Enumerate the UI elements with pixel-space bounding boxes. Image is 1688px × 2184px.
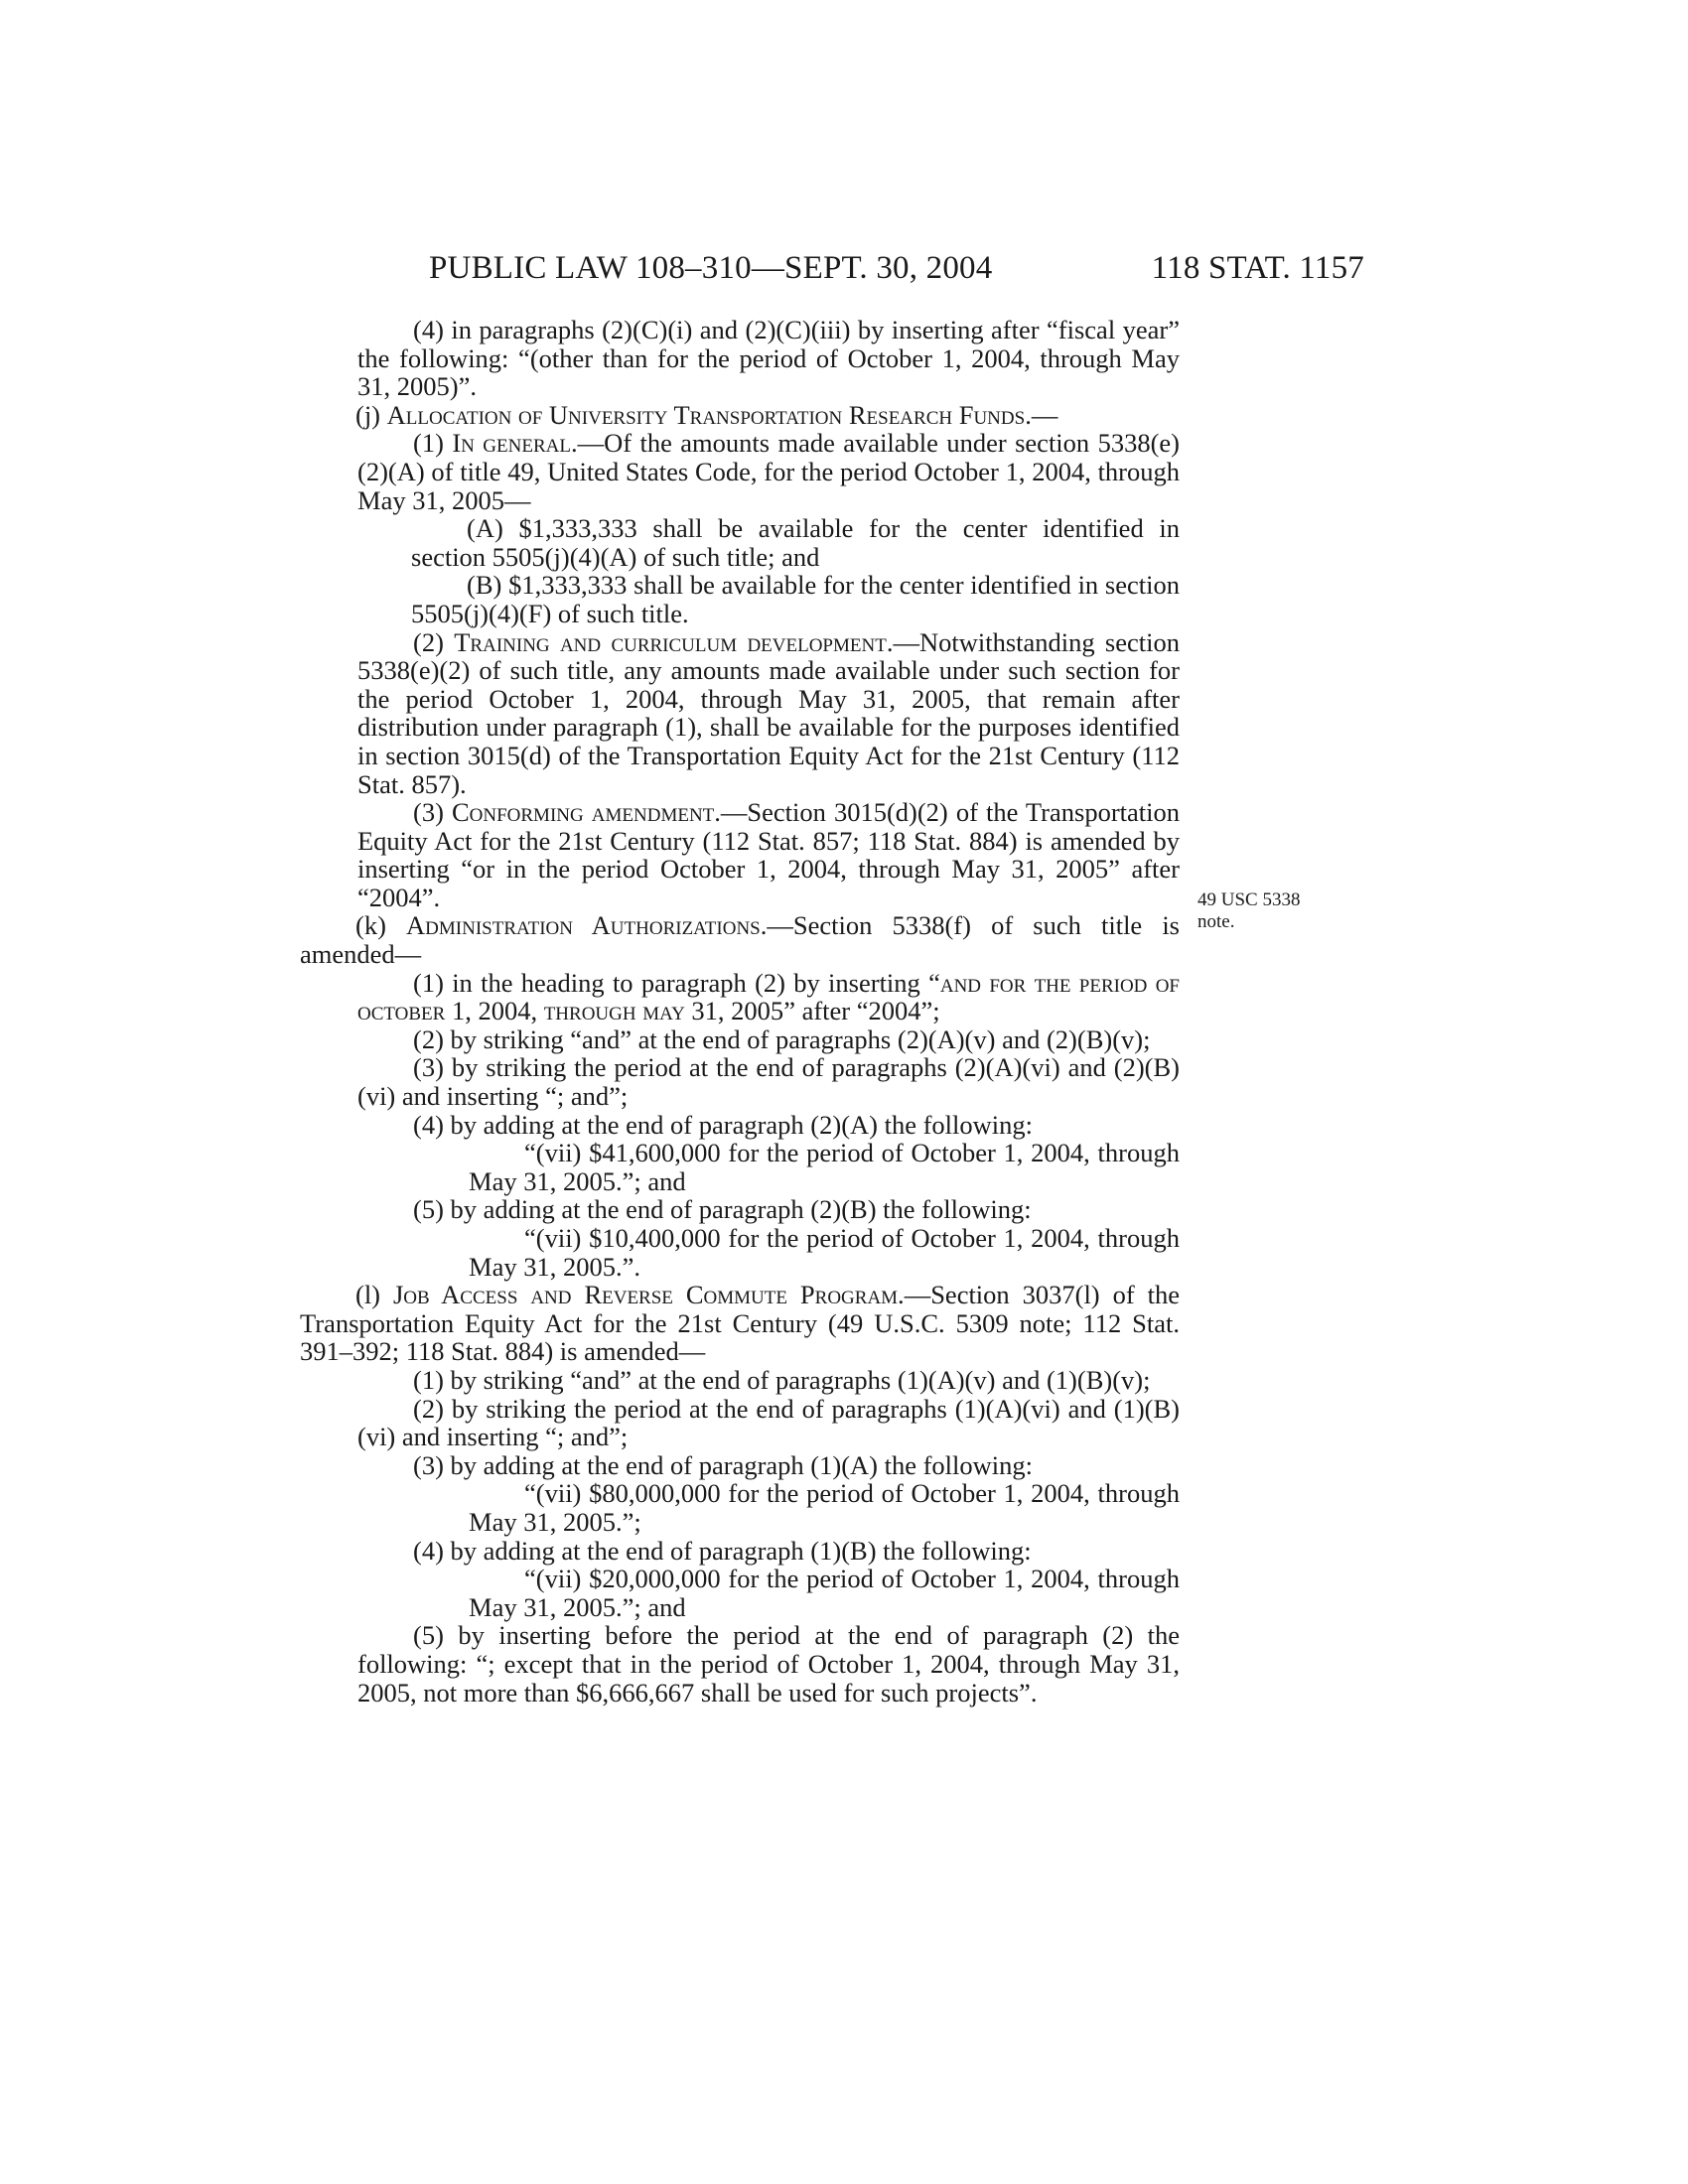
paragraph-text: (3) by striking the period at the end of paragraphs (2)(A)(vi) and (2)(B)(vi) and inserting “; and”; bbox=[357, 1052, 1180, 1112]
paragraph-text: (j) bbox=[355, 399, 387, 430]
paragraph-text: (4) by adding at the end of paragraph (1)(B) the following: bbox=[413, 1535, 1032, 1566]
paragraph bbox=[300, 1366, 1180, 1395]
paragraph bbox=[300, 571, 1180, 627]
paragraph-text: —Section 5338(f) of such title is amended— bbox=[300, 910, 1180, 970]
paragraph-text: —Of the amounts made available under section 5338(e)(2)(A) of title 49, United States Code, for the period October 1, 2004, through May 31, 2005— bbox=[357, 428, 1180, 515]
paragraph-text: (1) in the heading to paragraph (2) by inserting “ bbox=[413, 967, 940, 998]
paragraph bbox=[300, 1224, 1180, 1281]
paragraph-text: —Notwithstanding section 5338(e)(2) of such title, any amounts made available under such section for the period October 1, 2004, through May 31, 2005, that remain after distribution under paragraph (1), shall be available for the purposes identified in section 3015(d) of the Transportation Equity Act for the 21st Century (112 Stat. 857). bbox=[357, 626, 1180, 799]
paragraph bbox=[300, 798, 1180, 911]
paragraph-text: (1) bbox=[413, 428, 453, 459]
paragraph-text: (5) by adding at the end of paragraph (2)(B) the following: bbox=[413, 1194, 1032, 1225]
paragraph-text: (B) $1,333,333 shall be available for the center identified in section 5505(j)(4)(F) of such title. bbox=[411, 570, 1180, 628]
small-caps-heading: Job Access and Reverse Commute Program. bbox=[392, 1280, 905, 1310]
paragraph-text: “(vii) $80,000,000 for the period of October 1, 2004, through May 31, 2005.”; bbox=[469, 1478, 1180, 1537]
small-caps-heading: 2004 bbox=[868, 996, 921, 1026]
paragraph bbox=[300, 1025, 1180, 1054]
paragraph-text: (4) in paragraphs (2)(C)(i) and (2)(C)(iii) by inserting after “fiscal year” the following: “(other than for the period of October 1, 2004, through May 31, 2005)”. bbox=[357, 315, 1180, 402]
margin-note-label: note. bbox=[1197, 911, 1235, 932]
paragraph-text: ”; bbox=[920, 996, 940, 1026]
margin-note bbox=[1197, 889, 1346, 933]
small-caps-heading: Training and curriculum development. bbox=[454, 626, 894, 657]
paragraph bbox=[300, 1139, 1180, 1195]
running-header-page-number: 118 STAT. 1157 bbox=[1151, 250, 1364, 286]
small-caps-heading: In general. bbox=[452, 428, 578, 459]
paragraph bbox=[300, 1537, 1180, 1566]
paragraph bbox=[300, 1195, 1180, 1224]
paragraph-text: (A) $1,333,333 shall be available for the center identified in section 5505(j)(4)(A) of such title; and bbox=[411, 513, 1180, 572]
paragraph-text: (2) by striking the period at the end of paragraphs (1)(A)(vi) and (1)(B)(vi) and inserting “; and”; bbox=[357, 1393, 1180, 1452]
paragraph bbox=[300, 1111, 1180, 1140]
paragraph bbox=[300, 401, 1180, 430]
paragraph-text: — bbox=[1031, 399, 1058, 430]
paragraph-text: (1) by striking “and” at the end of paragraphs (1)(A)(v) and (1)(B)(v); bbox=[413, 1364, 1151, 1395]
paragraph bbox=[300, 429, 1180, 514]
paragraph-text: (l) bbox=[355, 1280, 393, 1310]
margin-note-citation: 49 USC 5338 bbox=[1197, 889, 1301, 910]
paragraph bbox=[300, 911, 1180, 968]
paragraph-text: (5) by inserting before the period at the end of paragraph (2) the following: “; except that in the period of October 1, 2004, through May 31, 2005, not more than $6,666,667 shall be used for such projects”. bbox=[357, 1620, 1180, 1707]
paragraph bbox=[300, 1565, 1180, 1621]
paragraph-text: ” after “ bbox=[783, 996, 869, 1026]
small-caps-heading: Conforming amendment. bbox=[451, 797, 721, 828]
paragraph-text: (2) bbox=[413, 626, 455, 657]
small-caps-heading: Administration Authorizations. bbox=[406, 910, 768, 941]
paragraph bbox=[300, 1479, 1180, 1536]
paragraph-text: (2) by striking “and” at the end of paragraphs (2)(A)(v) and (2)(B)(v); bbox=[413, 1024, 1151, 1054]
paragraph-text: “(vii) $41,600,000 for the period of October 1, 2004, through May 31, 2005.”; and bbox=[469, 1138, 1180, 1196]
paragraph bbox=[300, 1451, 1180, 1480]
paragraph-text: (k) bbox=[355, 910, 407, 941]
paragraph-text: (3) bbox=[413, 797, 452, 828]
paragraph bbox=[300, 514, 1180, 571]
paragraph bbox=[300, 969, 1180, 1025]
paragraph bbox=[300, 628, 1180, 799]
small-caps-heading: and for the period of october 1, 2004, through may 31, 2005 bbox=[357, 967, 1180, 1026]
paragraph bbox=[300, 1053, 1180, 1110]
document-body bbox=[300, 316, 1180, 1706]
paragraph-text: “(vii) $10,400,000 for the period of October 1, 2004, through May 31, 2005.”. bbox=[469, 1223, 1180, 1282]
paragraph bbox=[300, 1281, 1180, 1366]
paragraph-text: (3) by adding at the end of paragraph (1)(A) the following: bbox=[413, 1449, 1034, 1480]
paragraph bbox=[300, 316, 1180, 401]
small-caps-heading: Allocation of University Transportation Research Funds. bbox=[386, 399, 1032, 430]
paragraph-text: “(vii) $20,000,000 for the period of October 1, 2004, through May 31, 2005.”; and bbox=[469, 1564, 1180, 1622]
paragraph bbox=[300, 1621, 1180, 1706]
paragraph bbox=[300, 1395, 1180, 1451]
paragraph-text: —Section 3037(l) of the Transportation Equity Act for the 21st Century (49 U.S.C. 5309 note; 112 Stat. 391–392; 118 Stat. 884) is amended— bbox=[300, 1280, 1180, 1367]
running-header-title: PUBLIC LAW 108–310—SEPT. 30, 2004 bbox=[429, 250, 993, 286]
paragraph-text: —Section 3015(d)(2) of the Transportation Equity Act for the 21st Century (112 Stat. 857; 118 Stat. 884) is amended by inserting “or in the period October 1, 2004, through May 31, 2005” after “2004”. bbox=[357, 797, 1181, 912]
paragraph-text: (4) by adding at the end of paragraph (2)(A) the following: bbox=[413, 1109, 1034, 1140]
